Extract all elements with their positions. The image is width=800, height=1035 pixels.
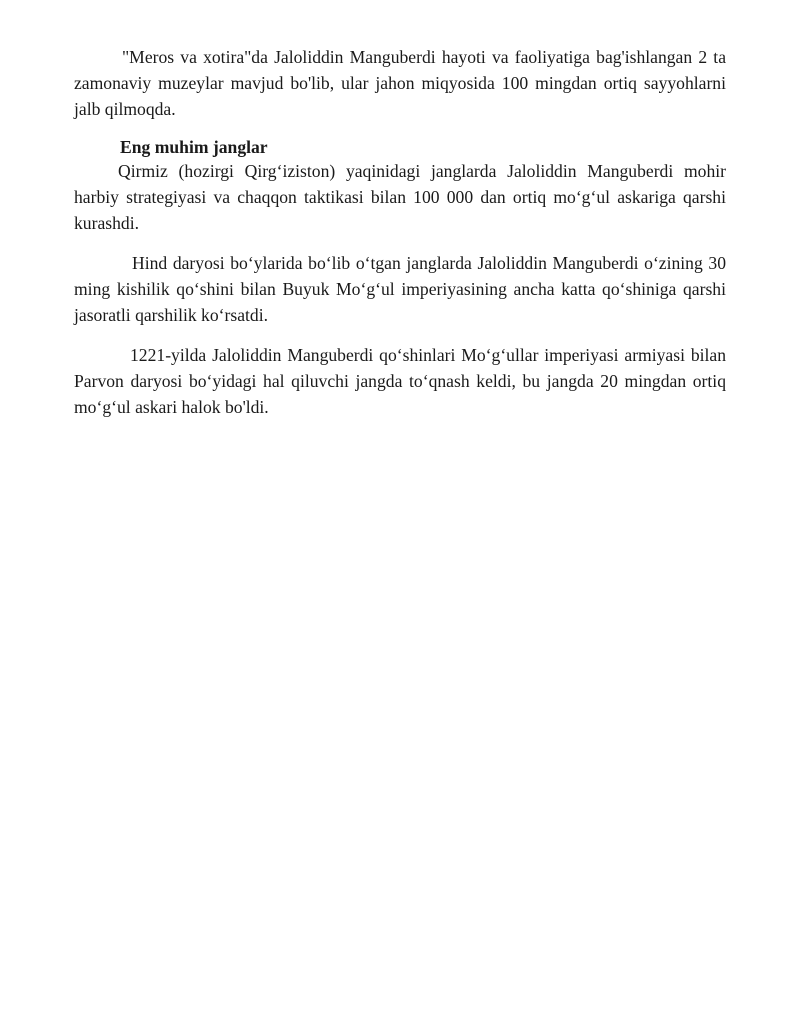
paragraph-qirmiz-battles: Qirmiz (hozirgi Qirg‘iziston) yaqinidagi janglarda Jaloliddin Manguberdi mohir harbiy strategiyasi va chaqqon taktikasi bilan 100 000 dan ortiq mo‘g‘ul askariga qarshi kurashdi. bbox=[74, 161, 726, 233]
paragraph-indus-battles: Hind daryosi bo‘ylarida bo‘lib o‘tgan janglarda Jaloliddin Manguberdi o‘zining 30 ming kishilik qo‘shini bilan Buyuk Mo‘g‘ul imperiyasining ancha katta qo‘shiniga qarshi jasoratli qarshilik ko‘rsatdi. bbox=[74, 253, 726, 325]
paragraph-parvan-battle: 1221-yilda Jaloliddin Manguberdi qo‘shinlari Mo‘g‘ullar imperiyasi armiyasi bilan Parvon daryosi bo‘yidagi hal qiluvchi jangda to‘qnash keldi, bu jangda 20 mingdan ortiq mo‘g‘ul askari halok bo'ldi. bbox=[74, 345, 726, 417]
paragraph-museums: "Meros va xotira"da Jaloliddin Manguberdi hayoti va faoliyatiga bag'ishlangan 2 ta zamonaviy muzeylar mavjud bo'lib, ular jahon miqyosida 100 mingdan ortiq sayyohlarni jalb qilmoqda. bbox=[74, 47, 726, 119]
document-body bbox=[74, 44, 726, 420]
section-heading: Eng muhim janglar bbox=[120, 137, 268, 157]
